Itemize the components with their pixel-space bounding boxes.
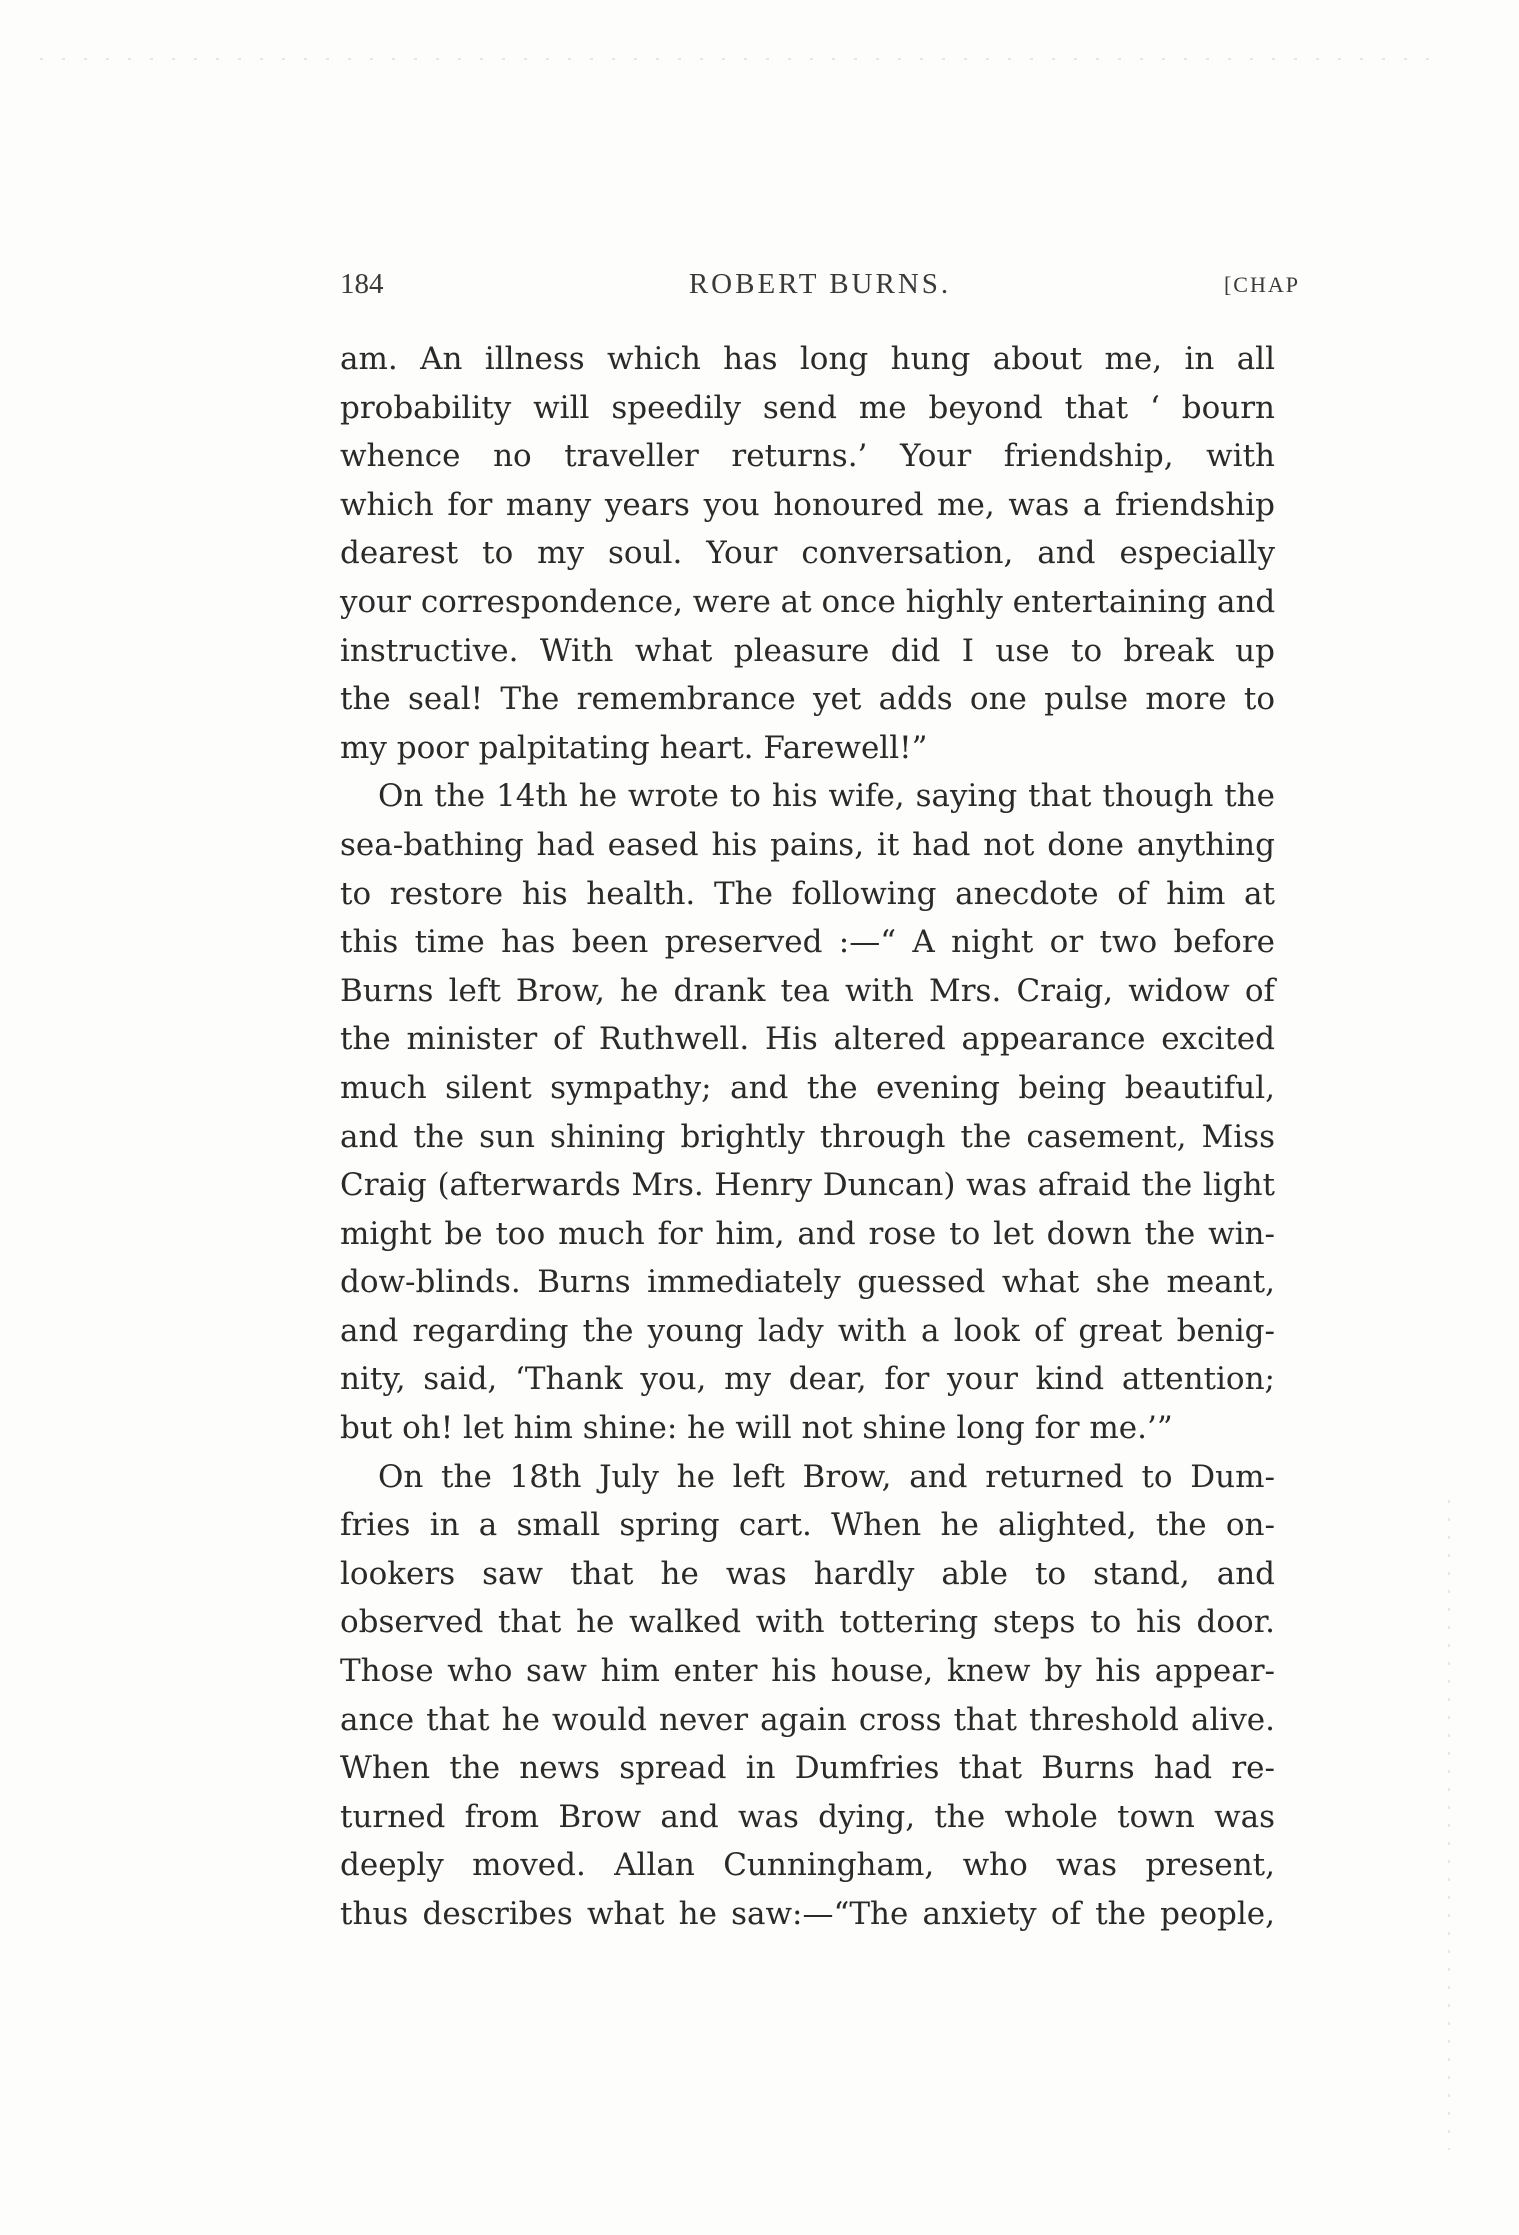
text-line: this time has been preserved :—“ A night or two before: [340, 924, 1275, 961]
body-text: [340, 335, 1275, 1939]
text-line: and the sun shining brightly through the casement, Miss: [340, 1118, 1275, 1155]
page-header: [340, 268, 1300, 308]
scan-speckle-right: [1448, 1500, 1450, 2150]
text-line: and regarding the young lady with a look of great benig-: [340, 1312, 1275, 1349]
text-line: sea-bathing had eased his pains, it had not done anything: [340, 826, 1275, 863]
text-line: Those who saw him enter his house, knew by his appear-: [340, 1653, 1275, 1690]
running-title: ROBERT BURNS.: [688, 268, 952, 300]
text-line: dow-blinds. Burns immediately guessed what she meant,: [340, 1264, 1275, 1301]
page-number: 184: [340, 268, 384, 300]
text-line: dearest to my soul. Your conversation, and especially: [340, 535, 1275, 572]
text-line: am. An illness which has long hung about me, in all: [340, 341, 1275, 377]
text-line: On the 14th he wrote to his wife, saying that though the: [378, 778, 1275, 815]
text-line: your correspondence, were at once highly entertaining and: [340, 583, 1276, 620]
text-line: lookers saw that he was hardly able to stand, and: [340, 1555, 1275, 1592]
text-line: observed that he walked with tottering steps to his door.: [340, 1604, 1275, 1641]
text-line: might be too much for him, and rose to let down the win-: [340, 1215, 1275, 1252]
chapter-marker: [CHAP: [1223, 272, 1300, 297]
scan-speckle-top: [40, 58, 1440, 60]
text-line: the minister of Ruthwell. His altered appearance excited: [340, 1021, 1275, 1058]
text-line: nity, said, ‘Thank you, my dear, for your kind attention;: [340, 1361, 1275, 1398]
text-line: my poor palpitating heart. Farewell!”: [340, 729, 928, 766]
text-line: ance that he would never again cross that threshold alive.: [340, 1701, 1275, 1738]
text-line: the seal! The remembrance yet adds one pulse more to: [340, 681, 1275, 718]
text-line: probability will speedily send me beyond that ‘ bourn: [340, 389, 1275, 426]
text-line: deeply moved. Allan Cunningham, who was present,: [340, 1847, 1275, 1884]
text-line: whence no traveller returns.’ Your friendship, with: [340, 438, 1275, 475]
text-line: On the 18th July he left Brow, and returned to Dum-: [378, 1458, 1275, 1495]
text-line: turned from Brow and was dying, the whole town was: [340, 1798, 1275, 1835]
text-line: to restore his health. The following anecdote of him at: [340, 875, 1275, 912]
text-line: but oh! let him shine: he will not shine long for me.’”: [340, 1410, 1173, 1447]
text-line: Burns left Brow, he drank tea with Mrs. Craig, widow of: [340, 972, 1275, 1009]
text-line: instructive. With what pleasure did I use to break up: [340, 632, 1275, 669]
text-line: Craig (afterwards Mrs. Henry Duncan) was afraid the light: [340, 1167, 1275, 1204]
text-line: fries in a small spring cart. When he alighted, the on-: [340, 1507, 1275, 1544]
text-line: When the news spread in Dumfries that Burns had re-: [340, 1750, 1275, 1787]
text-line: much silent sympathy; and the evening being beautiful,: [340, 1069, 1275, 1106]
text-line: which for many years you honoured me, was a friendship: [340, 486, 1275, 523]
text-line: thus describes what he saw:—“The anxiety of the people,: [340, 1896, 1275, 1932]
